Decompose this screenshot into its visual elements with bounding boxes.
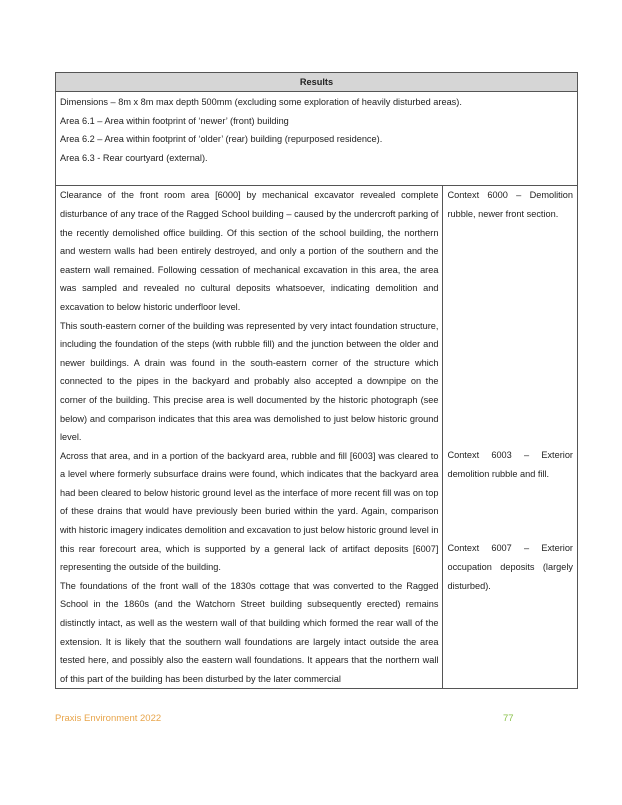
footer-publisher: Praxis Environment 2022: [55, 713, 162, 724]
results-table: [55, 72, 578, 689]
table-header: Results: [56, 73, 578, 92]
context-6000: Context 6000 – Demolition rubble, newer front section.: [447, 190, 573, 219]
area-6-3-line: Area 6.3 - Rear courtyard (external).: [60, 152, 208, 163]
paragraph-foundations: The foundations of the front wall of the 1830s cottage that was converted to the Ragged School in the 1860s (and the Watchorn Street building subsequently erected) remains distinctly intact, as well as the western wall of that building which formed the rear wall of the extension. It is likely that the southern wall foundations are largely intact outside the area tested here, and possibly also the eastern wall foundations. It appears that the northern wall of this part of the building has been disturbed by the later commercial: [60, 580, 439, 684]
context-cell: [443, 186, 578, 689]
dimensions-line: Dimensions – 8m x 8m max depth 500mm (excluding some exploration of heavily disturbed areas).: [60, 97, 462, 107]
page-number: 77: [503, 713, 514, 724]
context-6003: Context 6003 – Exterior demolition rubble and fill.: [447, 450, 573, 479]
context-6007: Context 6007 – Exterior occupation deposits (largely disturbed).: [447, 543, 573, 591]
dimensions-cell: [56, 92, 578, 186]
area-6-2-line: Area 6.2 – Area within footprint of ‘older’ (rear) building (repurposed residence).: [60, 134, 383, 145]
paragraph-backyard: Across that area, and in a portion of the backyard area, rubble and fill [6003] was cleared to a level where formerly subsurface drains were found, which indicates that the backyard area had been cleared to below historic ground level as the interface of more recent fill was on top of these drains that would have previously been buried within the yard. Again, comparison with historic imagery indicates demolition and excavation to just below historic ground level in this rear forecourt area, which is supported by a general lack of artifact deposits [6007] representing the outside of the building.: [60, 450, 439, 573]
paragraph-south-east-corner: This south-eastern corner of the building was represented by very intact foundation structure, including the foundation of the steps (with rubble fill) and the junction between the older and newer buildings. A drain was found in the south-eastern corner of the structure which connected to the pipes in the backyard and probably also accepted a downpipe on the corner of the building. This precise area is well documented by the historic photograph (see below) and comparison indicates that this area was demolished to just below historic ground level.: [60, 320, 439, 443]
results-body-cell: [56, 186, 443, 689]
paragraph-front-room: Clearance of the front room area [6000] by mechanical excavator revealed complete disturbance of any trace of the Ragged School building – caused by the undercroft parking of the recently demolished office building. Of this section of the school building, the northern and western walls had been entirely destroyed, and only a portion of the southern and the eastern wall remained. Following cessation of mechanical excavation in this area, the area was sampled and revealed no cultural deposits whatsoever, indicating demolition and excavation to below historic underfloor level.: [60, 190, 439, 312]
area-6-1-line: Area 6.1 – Area within footprint of ‘newer’ (front) building: [60, 115, 289, 126]
